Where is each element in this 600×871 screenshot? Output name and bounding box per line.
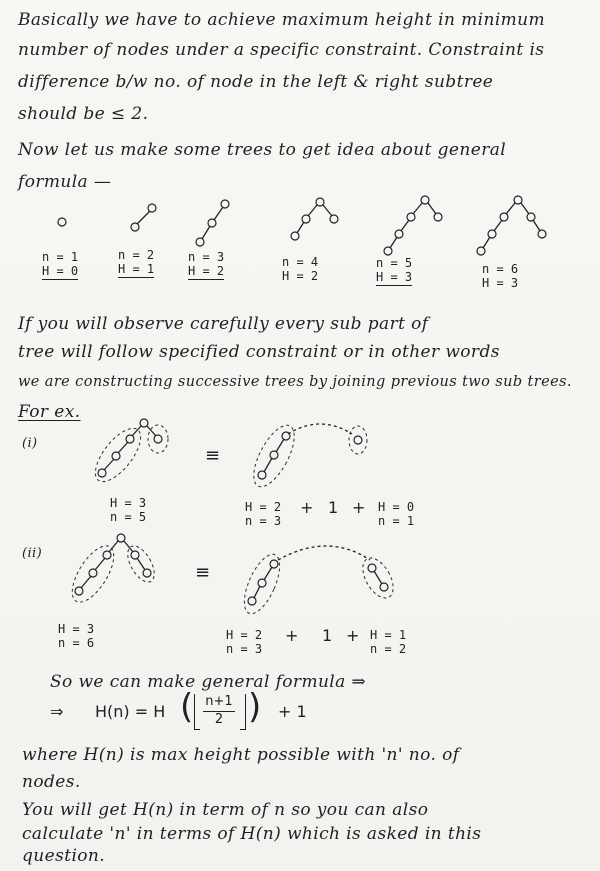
observe-line-1: If you will observe carefully every sub part of (18, 314, 429, 334)
tree2-caption (118, 248, 154, 278)
trees-line-2: formula — (18, 172, 112, 192)
example2-left-tree (55, 530, 175, 625)
tree3-n: n = 3 (188, 250, 225, 264)
example1-one: 1 (328, 498, 339, 517)
conclusion-line-3: nodes. (22, 772, 81, 792)
conclusion-line-5: calculate 'n' in terms of H(n) which is asked in this (22, 824, 482, 844)
example2-one: 1 (322, 626, 333, 645)
formula-numerator: n+1 (205, 694, 233, 709)
tree6-h: H = 3 (482, 276, 519, 290)
example1-right-n1: n = 3 (245, 514, 282, 528)
observe-line-3: we are constructing successive trees by joining previous two sub trees. (18, 374, 572, 390)
example1-right-n2: n = 1 (378, 514, 415, 528)
example1-right-h2: H = 0 (378, 500, 415, 514)
example2-right-n1: n = 3 (226, 642, 263, 656)
example2-right-caption-2 (370, 628, 406, 656)
tree3-h: H = 2 (188, 264, 225, 278)
observe-line-2: tree will follow specified constraint or in other words (18, 342, 500, 362)
example1-right-caption-2 (378, 500, 414, 528)
example1-plus-1: + (300, 498, 314, 517)
example2-equiv: ≡ (195, 562, 211, 583)
example2-left-caption (58, 622, 94, 650)
formula-lhs: H(n) = H (95, 702, 166, 721)
example1-left-caption (110, 496, 146, 524)
formula-arrow: ⇒ (50, 702, 64, 721)
tree5-h: H = 3 (376, 270, 413, 284)
intro-line-4: should be ≤ 2. (18, 104, 149, 124)
conclusion-line-2: where H(n) is max height possible with 'n' no. of (22, 745, 460, 765)
example1-right-tree (240, 410, 390, 505)
example2-right-caption-1 (226, 628, 262, 656)
example2-marker: (ii) (22, 546, 43, 561)
tree2-n: n = 2 (118, 248, 155, 262)
tree3-caption (188, 250, 224, 280)
conclusion-line-1: So we can make general formula ⇒ (50, 672, 367, 692)
example1-left-h: H = 3 (110, 496, 147, 510)
tree5-n: n = 5 (376, 256, 413, 270)
formula-denominator: 2 (214, 712, 224, 727)
tree4-caption (282, 255, 318, 283)
observe-line-4: For ex. (18, 402, 81, 422)
example2-right-n2: n = 2 (370, 642, 407, 656)
formula-close-paren: ) (248, 687, 262, 727)
example2-plus-2: + (346, 626, 360, 645)
example1-right-h1: H = 2 (245, 500, 282, 514)
example2-right-h1: H = 2 (226, 628, 263, 642)
tree1-node (58, 218, 66, 226)
formula-floor-brackets (194, 694, 246, 730)
conclusion-line-4: You will get H(n) in term of n so you can also (22, 800, 429, 820)
conclusion-line-6: question. (22, 846, 106, 866)
intro-line-2: number of nodes under a specific constraint. Constraint is (18, 40, 545, 60)
example2-right-h2: H = 1 (370, 628, 407, 642)
tree5-caption (376, 256, 412, 286)
tree4-n: n = 4 (282, 255, 319, 269)
formula-rhs: + 1 (278, 702, 307, 721)
example1-marker: (i) (22, 436, 38, 451)
tree2-h: H = 1 (118, 262, 155, 276)
example2-right-tree (238, 530, 408, 625)
example2-left-h: H = 3 (58, 622, 95, 636)
trees-line-1: Now let us make some trees to get idea about general (18, 140, 507, 160)
formula-open-paren: ( (180, 687, 194, 727)
example2-plus-1: + (285, 626, 299, 645)
example1-plus-2: + (352, 498, 366, 517)
tree6-caption (482, 262, 518, 290)
tree6-n: n = 6 (482, 262, 519, 276)
example1-right-caption-1 (245, 500, 281, 528)
intro-line-1: Basically we have to achieve maximum height in minimum (18, 10, 546, 30)
tree4-h: H = 2 (282, 269, 319, 283)
tree1-caption (42, 250, 78, 280)
intro-line-3: difference b/w no. of node in the left & right subtree (18, 72, 494, 92)
example2-left-n: n = 6 (58, 636, 95, 650)
example1-left-n: n = 5 (110, 510, 147, 524)
example1-left-tree (70, 415, 190, 505)
tree1-n: n = 1 (42, 250, 79, 264)
tree1-h: H = 0 (42, 264, 79, 278)
example1-equiv: ≡ (205, 445, 221, 466)
